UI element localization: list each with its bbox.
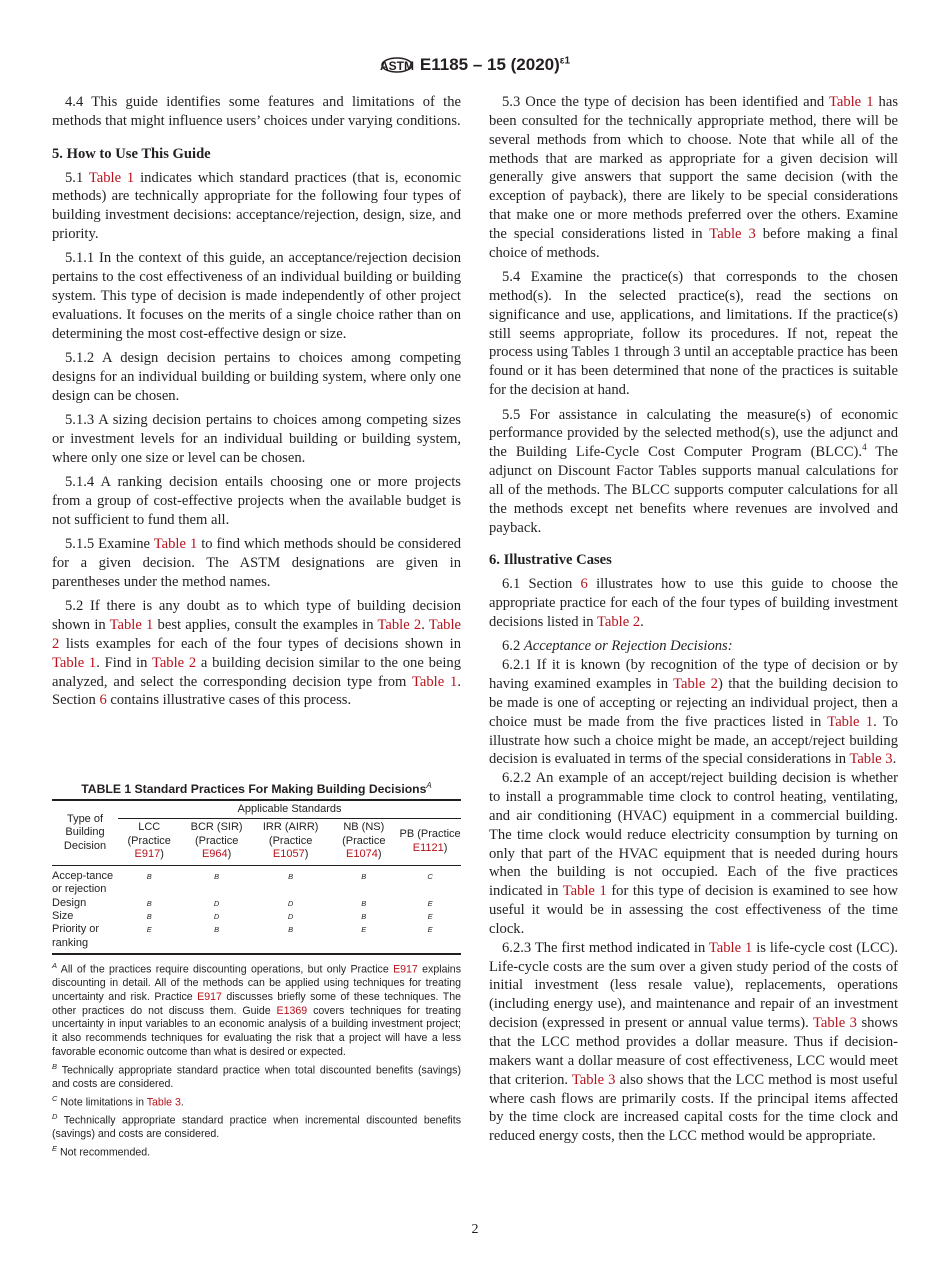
cross-reference-link[interactable]: Table 1 [88,169,135,186]
paragraph [52,411,461,468]
footnote-mark: B [52,1061,58,1071]
cell-value: B [361,871,367,881]
cross-reference-link[interactable]: Table 3 [146,1096,181,1109]
page-number: 2 [471,1222,479,1237]
text-run: 5.1 [65,169,89,186]
column-suffix: ) [304,848,309,861]
cross-reference-link[interactable]: Table 3 [571,1071,616,1088]
text-run: 5.1.2 A design decision pertains to choices among competing designs for an individual building or building system, where only one design can be chosen. [52,350,461,404]
text-run: All of the practices require discounting operations, but only Practice [60,963,394,976]
cell-value: B [146,911,152,921]
cross-reference-link[interactable]: Table 3 [709,225,756,242]
column-name: BCR (SIR) (Practice [190,821,243,847]
table-footnotes [52,959,461,1160]
paragraph [489,93,898,263]
cross-reference-link[interactable]: Table 1 [52,654,97,671]
footnote-mark: C [52,1093,58,1103]
cross-reference-link[interactable]: Table 1 [109,617,154,634]
text-run: . Section [52,673,461,709]
text-run: Technically appropriate standard practice when incremental discounted benefits (savings) and costs are considered. [52,1114,461,1140]
cell-value: B [288,871,294,881]
text-run: . Find in [96,654,152,671]
text-run: explains discounting in detail. All of the methods can be applied using techniques for treating uncertainty and risk. Practice [52,963,461,1004]
paragraph [489,268,898,400]
right-column [489,93,898,1152]
text-run: . [640,613,644,630]
text-run: 5.1.5 Examine [65,536,154,553]
text-run: 5.1.3 A sizing decision pertains to choices among competing sizes or investment levels for an individual building or building system, where only one size or level can be chosen. [52,412,461,466]
text-run: 5.2 If there is any doubt as to which type of building decision shown in [52,598,461,634]
text-run: Not recommended. [59,1146,151,1159]
text-run: discusses briefly some of these techniques. The other practices do not discuss them. Guide [52,991,461,1017]
column-suffix: ) [160,848,164,861]
text-run: 5.3 Once the type of decision has been identified and [502,94,829,110]
cell-value: D [213,898,220,908]
editorial-mark: ε1 [559,55,571,67]
cell-value: B [361,911,367,921]
table-row [52,865,461,896]
column-header [253,819,329,865]
text-run: 6.2.1 If it is known (by recognition of the type of decision or by having examined examples in [489,657,898,692]
footnote-mark: A [52,961,58,971]
text-run: 4.4 This guide identifies some features and limitations of the methods that might influence users’ choices under varying conditions. [52,94,461,129]
text-run: 5.5 For assistance in calculating the measure(s) of economic performance provided by the selected method(s), use the adjunct and the Building Life-Cycle Cost Computer Program (BLCC). [489,406,898,461]
row-label: Size [52,909,74,922]
text-run: has been consulted for the technically appropriate method, there will be several methods from which to choose. Note that while all of the methods that are marked as appropriate for a given decision will generally give answers that support the same decision (with the exception of payback), there are likely to be special considerations that make one or more methods preferred over the others. Examine the special considerations listed in [489,94,898,242]
column-suffix: ) [443,841,448,854]
table-1 [52,781,461,1160]
text-run: a building decision similar to the one being analyzed, and select the corresponding decision type from [52,654,461,690]
paragraph [52,349,461,406]
text-run: 5.1.4 A ranking decision entails choosing one or more projects from a group of cost-effective projects when the available budget is not sufficient to fund them all. [52,474,461,528]
text-run: . [180,1096,184,1109]
paragraph [489,656,898,769]
footnote [52,1110,461,1142]
table-grid [52,799,461,955]
cross-reference-link[interactable]: Table 1 [153,536,198,553]
text-run: . [892,751,897,768]
cross-reference-link[interactable]: Table 2 [596,613,641,630]
text-run: The adjunct on Discount Factor Tables supports manual calculations for all of the methods. The BLCC supports computer calculations for all the methods except net benefits where revenues are involved and payback. [489,444,898,536]
footnote-reference: 4 [862,442,867,453]
column-name: PB (Practice [399,828,461,841]
cross-reference-link[interactable]: Table 1 [411,673,458,690]
column-suffix: ) [377,848,382,861]
section-heading [489,551,898,570]
footnote-mark: E [52,1143,58,1153]
section-heading [52,145,461,164]
column-header [328,819,399,865]
row-label: Accep-tance or rejection [52,869,114,896]
text-run: 6. Illustrative Cases [489,552,612,569]
paragraph [489,406,898,538]
column-name: NB (NS) (Practice [342,821,386,847]
paragraph [489,575,898,632]
cell-value: B [361,898,367,908]
cross-reference-link[interactable]: Table 3 [812,1015,857,1032]
paragraph [52,597,461,710]
cell-value: E [361,925,367,935]
row-header: Type of Building Decision [52,800,118,865]
text-run: best applies, consult the examples in [153,617,378,634]
footnote [52,1142,461,1160]
page-header [0,50,950,80]
cross-reference-link[interactable]: E1369 [276,1004,308,1017]
text-run: illustrates how to use this guide to choose the appropriate practice for each of the four types of building investment decisions listed in [489,576,898,630]
cell-value: D [213,911,220,921]
text-run: . [421,617,429,634]
column-name: LCC (Practice [127,821,171,847]
left-column [52,93,461,716]
footnote [52,959,461,1059]
table-row [52,910,461,923]
text-run: indicates which standard practices (that is, economic methods) are technically appropriate for the following four types of building investment decisions: acceptance/rejection, design, size, and priority. [52,169,461,243]
svg-text:ASTM: ASTM [379,59,414,73]
cell-value: C [427,871,433,881]
table-title-text: TABLE 1 Standard Practices For Making Building Decisions [81,782,427,797]
practice-link[interactable]: E1074 [346,848,378,861]
cell-value: B [146,871,152,881]
text-run: 6.2.3 The first method indicated in [502,939,709,956]
footnote-mark: D [52,1111,58,1121]
cross-reference-link[interactable]: Table 2 [673,675,718,692]
column-header [118,819,180,865]
row-label: Priority or ranking [52,923,100,949]
text-run: contains illustrative cases of this process. [106,692,352,709]
cross-reference-link[interactable]: E917 [393,963,418,976]
text-run: shows that the LCC method provides a dollar measure. Thus if decision-makers want a dollar measure of cost effectiveness, LCC would meet that criterion. [489,1015,898,1088]
cell-value: B [288,925,294,935]
table-title-footnote-mark: A [426,781,432,790]
text-run: for this type of decision is examined to see how useful it would be in assessing the cost effectiveness of the time clock. [489,883,898,937]
paragraph [489,769,898,939]
cross-reference-link[interactable]: Table 1 [562,883,607,900]
cell-value: D [287,911,294,921]
text-run: covers techniques for treating uncertainty in input variables to an economic analysis of a building investment project; it also recommends techniques for evaluating the risk that a project will have a less favorable economic outcome than what is desired or expected. [52,1004,461,1058]
designation-text: E1185 – 15 (2020) [419,55,560,74]
text-run: to find which methods should be considered for a given decision. The ASTM designations are given in parentheses under the method names. [52,536,461,590]
column-suffix: ) [227,848,232,861]
text-run: lists examples for each of the four types of decisions shown in [59,635,461,652]
cross-reference-link[interactable]: Table 2 [151,654,197,671]
text-run: before making a final choice of methods. [489,225,899,261]
text-run: 6.2.2 An example of an accept/reject building decision is whether to install a programmable time clock to control heating, ventilating, and air conditioning (HVAC) equipment in a commercial building. The time clock would reduce electricity consumption by turning on only that part of the HVAC equipment that is needed during hours when the building is not occupied. Each of the five practices indicated in [489,770,898,900]
paragraph [52,249,461,343]
italic-run: Acceptance or Rejection Decisions: [523,638,733,655]
cross-reference-link[interactable]: Table 1 [708,939,753,956]
text-run: . To illustrate how such a choice might be made, an accept/reject building decision is evaluated in terms of the special considerations in [489,713,898,768]
table-row [52,923,461,954]
text-run: ) that the building decision to be made is one of accepting or rejecting an individual project, then a choice must be made from the five practices listed in [489,675,899,730]
paragraph [52,473,461,530]
cross-reference-link[interactable]: Table 2 [52,617,461,652]
cross-reference-link[interactable]: Table 1 [827,713,874,730]
cell-value: E [146,925,152,935]
cross-reference-link[interactable]: E917 [197,991,222,1004]
cell-value: D [287,898,294,908]
text-run: 5.1.1 In the context of this guide, an acceptance/rejection decision pertains to the cost effectiveness of an individual building or building system. This type of decision is made independently of other project evaluations. It focuses on the merits of a single choice rather than on determining the most cost-effective design or size. [52,250,461,342]
footnote [52,1092,461,1110]
paragraph [489,637,898,656]
table-row [52,897,461,910]
cell-value: B [214,925,220,935]
document-designation [420,55,570,75]
paragraph [489,939,898,1146]
cell-value: B [146,898,152,908]
group-header: Applicable Standards [118,800,461,819]
text-run: 6.2 [502,638,524,655]
text-run: Technically appropriate standard practice when total discounted benefits (savings) and costs are considered. [52,1064,461,1090]
table-title [52,781,461,796]
column-header [180,819,252,865]
column-header [399,819,461,865]
astm-logo-icon [380,50,414,80]
practice-link[interactable]: E917 [134,848,161,861]
cross-reference-link[interactable]: 6 [580,576,588,593]
text-run: also shows that the LCC method is most useful where cash flows are primarily costs. If the principal items affected by the time clock are increased capital costs for the time clock and reduced energy costs, then the LCC method would be appropriate. [489,1071,898,1145]
column-name: IRR (AIRR) (Practice [262,821,319,847]
text-run: 5. How to Use This Guide [52,145,211,162]
cross-reference-link[interactable]: Table 1 [828,94,874,110]
cross-reference-link[interactable]: Table 2 [377,617,422,634]
footnote [52,1060,461,1092]
practice-link[interactable]: E1121 [412,841,444,854]
text-run: 5.4 Examine the practice(s) that corresponds to the chosen method(s). In the selected practice(s), read the sections on significance and use, applications, and limitations. If the practice(s) still seems appropriate, follow its procedures. If not, repeat the process using Tables 1 through 3 until an acceptable practice has been found or it has been determined that none of the practices is suitable for the decision at hand. [489,269,898,399]
practice-link[interactable]: E1057 [272,848,305,861]
paragraph [52,93,461,131]
row-label: Design [52,896,87,909]
paragraph [52,535,461,592]
text-run: is life-cycle cost (LCC). Life-cycle costs are the sum over a given study period of the costs of initial investment (less resale value), replacements, operations (including energy use), and maintenance and repair of an investment decision (expressed in present or annual value terms). [489,939,898,1032]
practice-link[interactable]: E964 [201,848,228,861]
text-run: Note limitations in [60,1096,147,1109]
cell-value: E [427,898,433,908]
cross-reference-link[interactable]: Table 3 [849,751,893,768]
cell-value: E [427,925,433,935]
cell-value: B [214,871,220,881]
cell-value: E [427,911,433,921]
text-run: 6.1 Section [502,576,581,593]
cross-reference-link[interactable]: 6 [99,692,107,709]
paragraph [52,169,461,244]
